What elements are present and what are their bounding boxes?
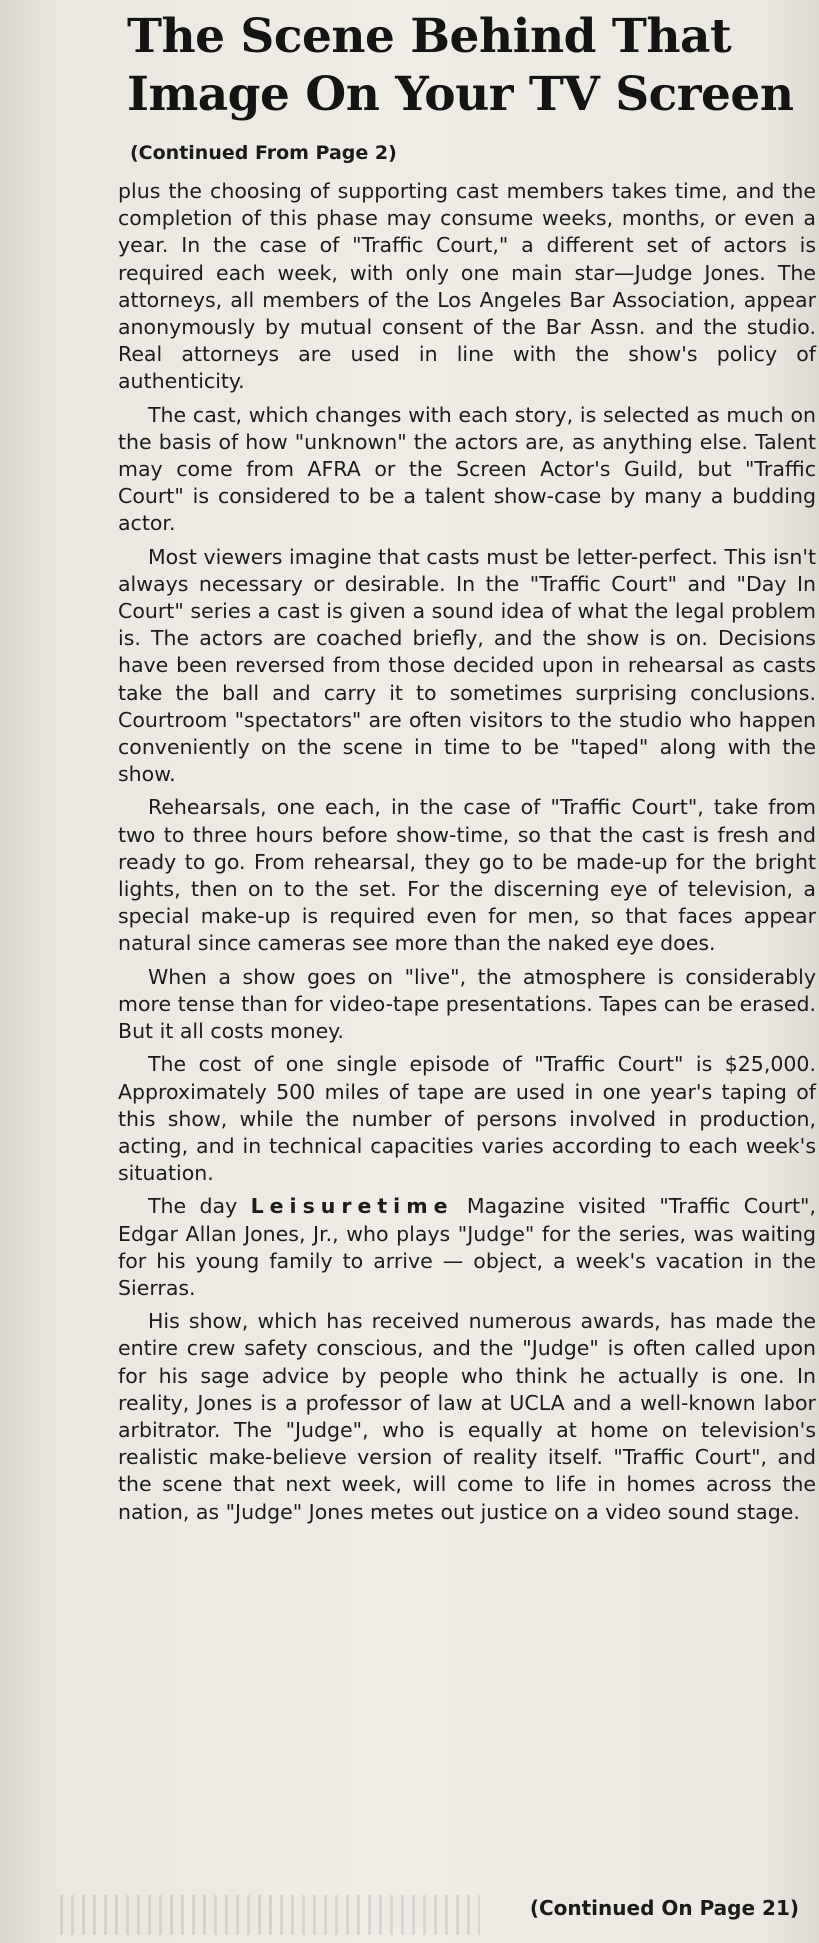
paragraph-1: plus the choosing of supporting cast members takes time, and the completion of this phase may consume weeks, months, or even a year. In the case of "Traffic Court," a different set of actors is required each week, with only one main star—Judge Jones. The attorneys, all members of the Los Angeles Bar Association, appear anonymously by mutual consent of the Bar Assn. and the studio. Real attorneys are used in line with the show's policy of authenticity. <box>118 179 816 394</box>
continued-on-note: (Continued On Page 21) <box>529 1896 799 1920</box>
paragraph-7-end: Magazine visited "Traffic Court", Edgar Allan Jones, Jr., who plays "Judge" for the series, was waiting for his young family to arrive — object, a week's vacation in the Sierras. <box>118 1194 816 1300</box>
paragraph-6: The cost of one single episode of "Traffic Court" is $25,000. Approximately 500 miles of tape are used in one year's taping of this show, while the number of persons involved in production, acting, and in technical capacities varies according to each week's situation. <box>118 1052 816 1186</box>
continued-from-note: (Continued From Page 2) <box>130 142 397 164</box>
headline-line-2: Image On Your TV Screen <box>127 67 794 122</box>
paragraph-7-start: The day <box>148 1194 251 1219</box>
paragraph-3: Most viewers imagine that casts must be letter-perfect. This isn't always necessary or desirable. In the "Traffic Court" and "Day In Court" series a cast is given a sound idea of what the legal problem is. The actors are coached briefly, and the show is on. Decisions have been reversed from those decided upon in rehearsal as casts take the ball and carry it to sometimes surprising conclusions. Courtroom "spectators" are often visitors to the studio who happen conveniently on the scene in time to be "taped" along with the show. <box>118 544 816 787</box>
paragraph-7 <box>118 1193 816 1302</box>
paragraph-2: The cast, which changes with each story, is selected as much on the basis of how "unknown" the actors are, as anything else. Talent may come from AFRA or the Screen Actor's Guild, but "Traffic Court" is considered to be a talent show-case by many a budding actor. <box>118 402 816 536</box>
paragraph-4: Rehearsals, one each, in the case of "Traffic Court", take from two to three hours before show-time, so that the cast is fresh and ready to go. From rehearsal, they go to be made-up for the bright lights, then on to the set. For the discerning eye of television, a special make-up is required even for men, so that faces appear natural since cameras see more than the naked eye does. <box>118 795 816 956</box>
article-body <box>118 178 816 1532</box>
paragraph-5: When a show goes on "live", the atmosphere is considerably more tense than for video-tape presentations. Tapes can be erased. But it all costs money. <box>118 964 816 1044</box>
headline-line-1: The Scene Behind That <box>127 9 732 64</box>
print-noise <box>60 1895 480 1935</box>
paragraph-8: His show, which has received numerous awards, has made the entire crew safety conscious, and the "Judge" is often called upon for his sage advice by people who think he actually is one. In reality, Jones is a professor of law at UCLA and a well-known labor arbitrator. The "Judge", who is equally at home on television's realistic make-believe version of reality itself. "Traffic Court", and the scene that next week, will come to life in homes across the nation, as "Judge" Jones metes out justice on a video sound stage. <box>118 1309 816 1524</box>
magazine-name: Leisuretime <box>250 1194 454 1219</box>
headline <box>127 8 807 124</box>
